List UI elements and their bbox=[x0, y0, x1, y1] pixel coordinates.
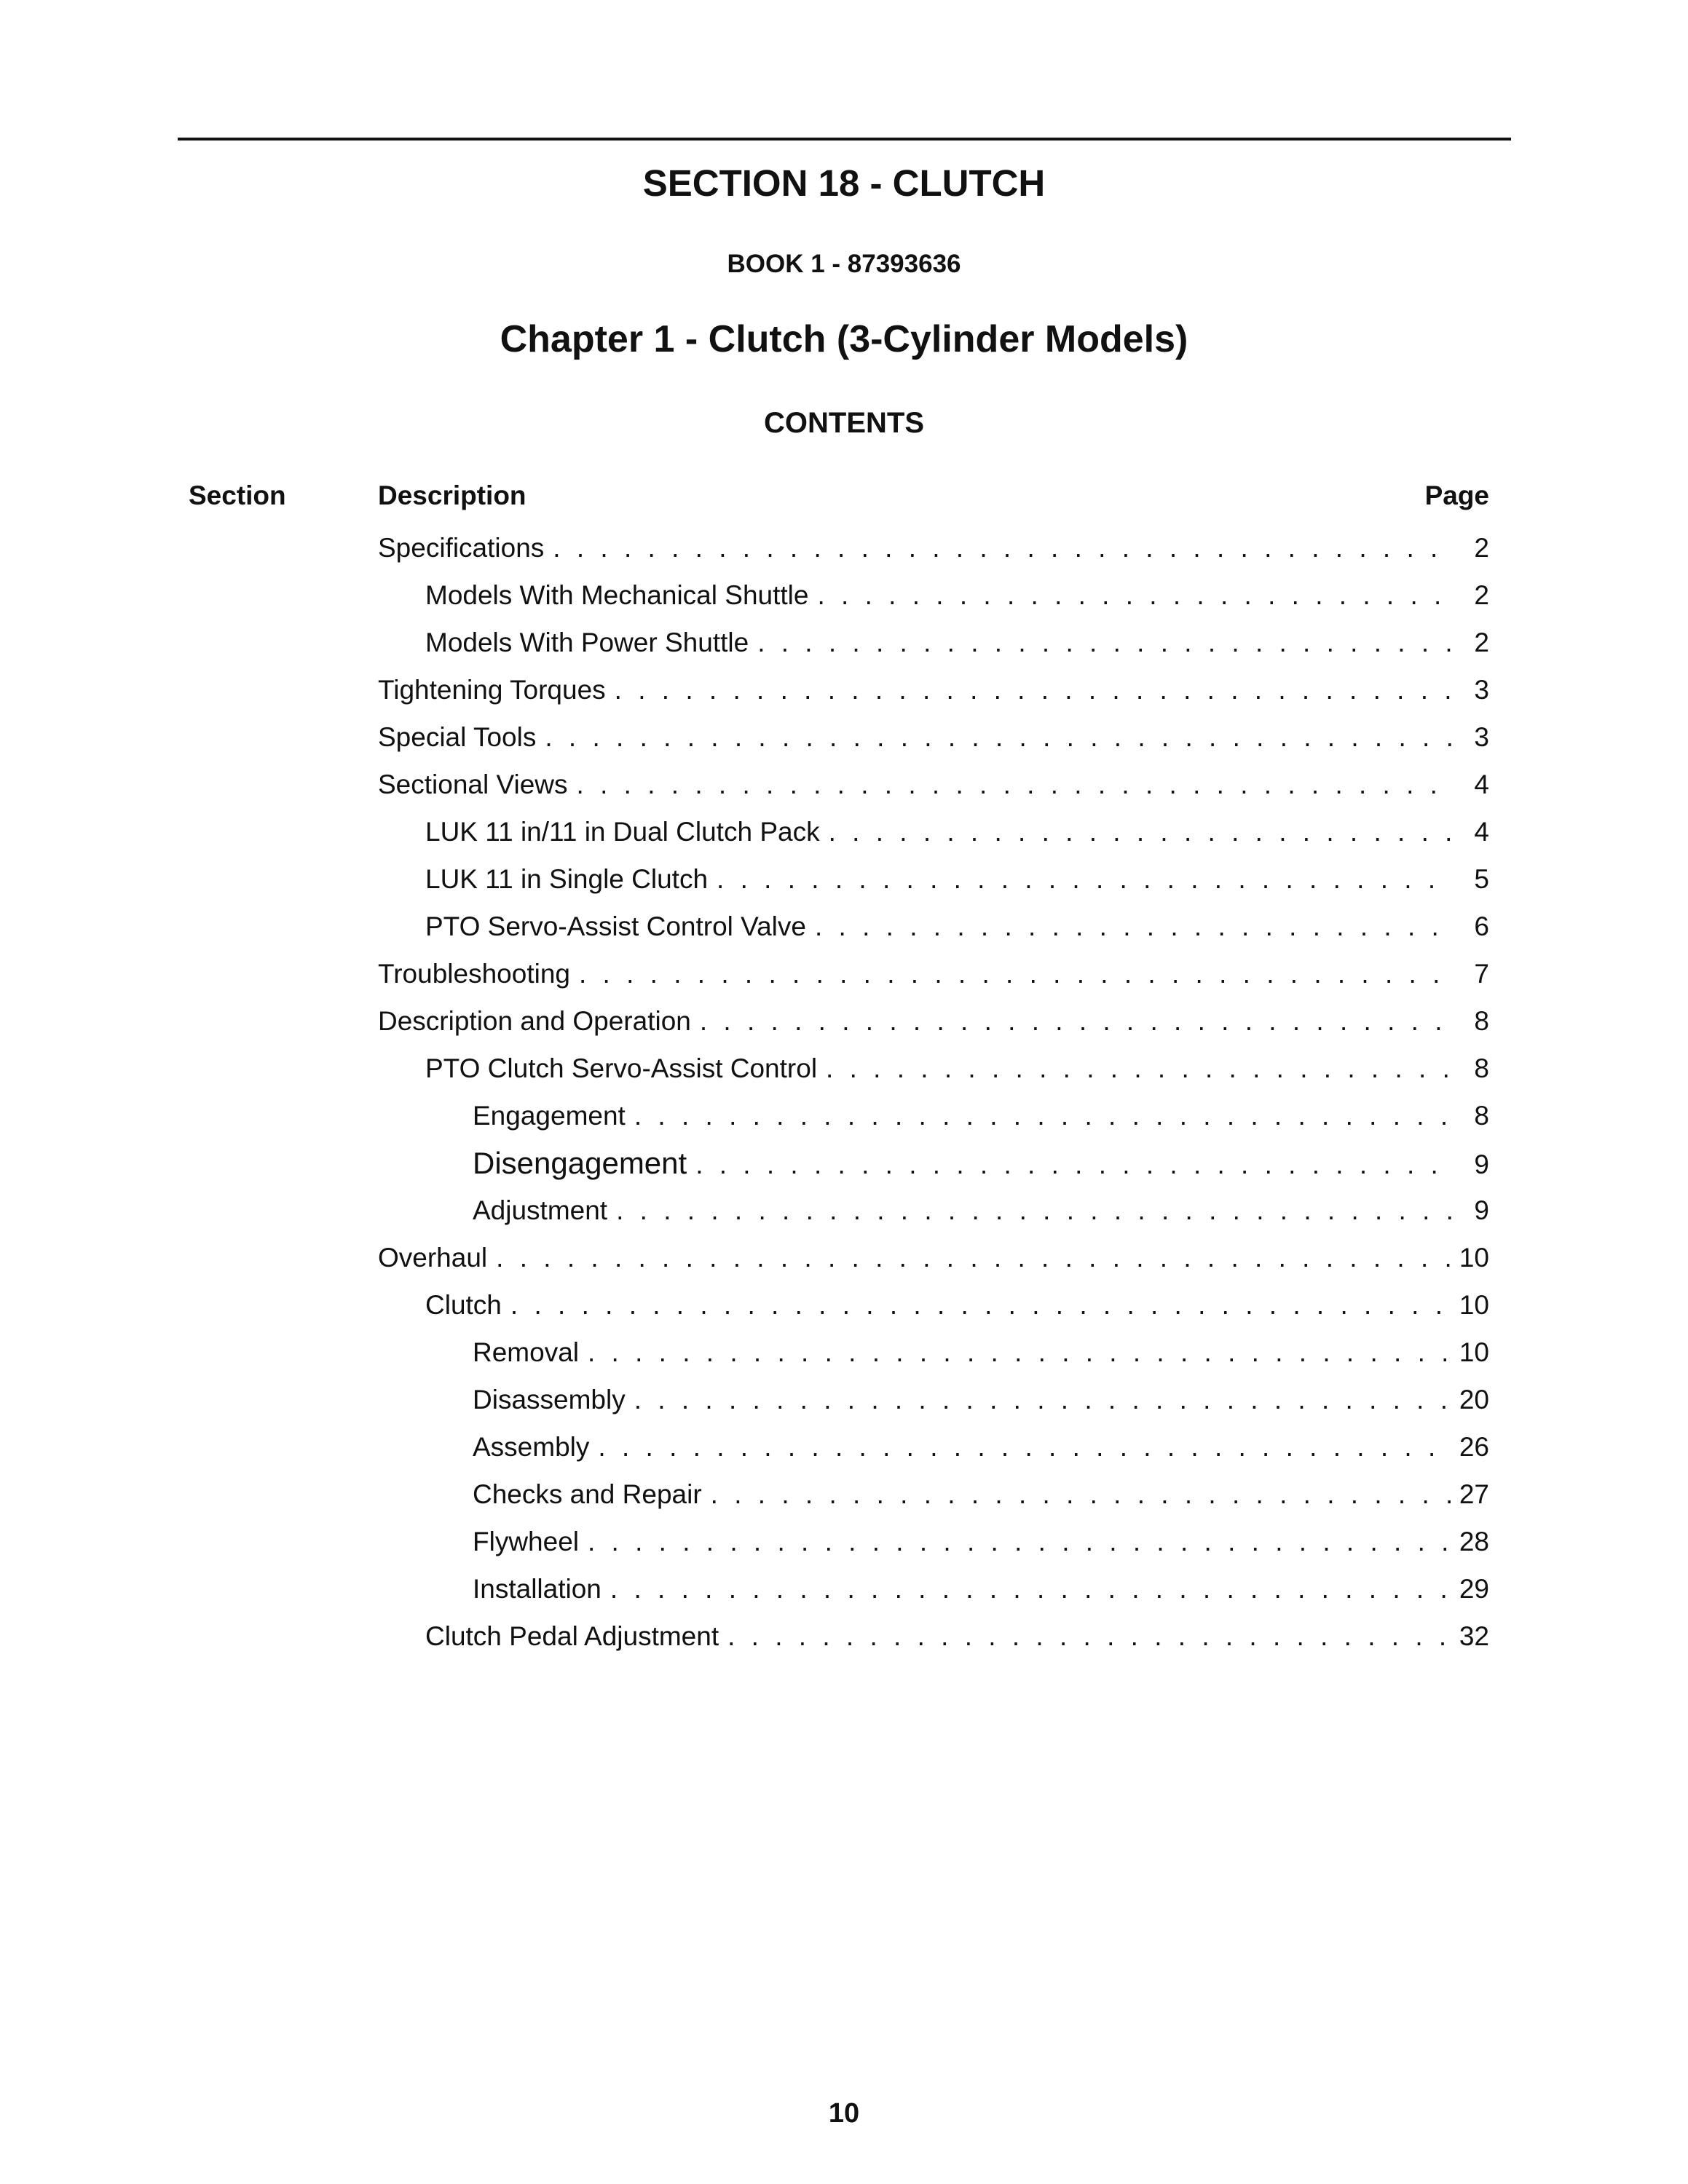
toc-dot-leader bbox=[588, 1329, 1451, 1376]
toc-entry-label: Assembly bbox=[473, 1432, 590, 1462]
toc-entry-page: 4 bbox=[1474, 769, 1489, 799]
toc-entry-label: Models With Mechanical Shuttle bbox=[425, 580, 809, 610]
toc-entry-page: 26 bbox=[1459, 1432, 1489, 1462]
page-number: 10 bbox=[828, 2098, 860, 2129]
toc-entry-label: Clutch bbox=[425, 1290, 502, 1320]
toc-entry-page: 7 bbox=[1474, 959, 1489, 989]
toc-dot-leader bbox=[577, 761, 1451, 808]
toc-dot-leader bbox=[717, 855, 1451, 903]
column-header-page: Page bbox=[1424, 480, 1489, 510]
toc-entry[interactable] bbox=[378, 571, 1489, 619]
toc-entry-page: 8 bbox=[1474, 1006, 1489, 1036]
top-rule bbox=[178, 138, 1511, 141]
toc-entry-page: 20 bbox=[1459, 1385, 1489, 1415]
toc-entry[interactable] bbox=[378, 1423, 1489, 1471]
toc-dot-leader bbox=[579, 950, 1451, 997]
toc-dot-leader bbox=[757, 619, 1451, 666]
toc-entry-page: 2 bbox=[1474, 628, 1489, 657]
toc-entry-page: 28 bbox=[1459, 1527, 1489, 1556]
toc-entry-label: Troubleshooting bbox=[378, 959, 570, 989]
toc-entry[interactable] bbox=[378, 1139, 1489, 1187]
toc-entry-label: Disassembly bbox=[473, 1385, 626, 1415]
toc-entry[interactable] bbox=[378, 666, 1489, 713]
chapter-title: Chapter 1 - Clutch (3-Cylinder Models) bbox=[500, 318, 1188, 360]
toc-dot-leader bbox=[826, 1045, 1451, 1092]
toc-entry-page: 8 bbox=[1474, 1101, 1489, 1131]
toc-entry-page: 6 bbox=[1474, 911, 1489, 941]
toc-entry-label: Overhaul bbox=[378, 1243, 488, 1273]
toc-entry-label: Adjustment bbox=[473, 1195, 608, 1225]
toc-entry-label: Clutch Pedal Adjustment bbox=[425, 1621, 719, 1651]
toc-entry-label: Sectional Views bbox=[378, 769, 568, 799]
toc-dot-leader bbox=[815, 903, 1451, 950]
toc-dot-leader bbox=[634, 1092, 1451, 1139]
toc-entry-page: 2 bbox=[1474, 533, 1489, 563]
toc-dot-leader bbox=[588, 1518, 1451, 1565]
toc-entry-page: 8 bbox=[1474, 1053, 1489, 1083]
toc-entry[interactable] bbox=[378, 1376, 1489, 1423]
toc-dot-leader bbox=[727, 1613, 1451, 1660]
toc-entry[interactable] bbox=[378, 1092, 1489, 1139]
book-number: BOOK 1 - 87393636 bbox=[727, 250, 961, 278]
toc-entry[interactable] bbox=[378, 1471, 1489, 1518]
toc-entry-label: LUK 11 in Single Clutch bbox=[425, 864, 709, 894]
toc-entry-label: Models With Power Shuttle bbox=[425, 628, 749, 657]
toc-dot-leader bbox=[545, 713, 1451, 761]
toc-entry[interactable] bbox=[378, 1329, 1489, 1376]
toc-entry-page: 9 bbox=[1474, 1195, 1489, 1225]
toc-dot-leader bbox=[700, 997, 1451, 1045]
toc-entry[interactable] bbox=[378, 761, 1489, 808]
toc-entry[interactable] bbox=[378, 524, 1489, 571]
toc-entry-page: 10 bbox=[1459, 1243, 1489, 1273]
toc-dot-leader bbox=[510, 1281, 1451, 1329]
toc-entry-page: 27 bbox=[1459, 1479, 1489, 1509]
toc-entry[interactable] bbox=[378, 950, 1489, 997]
toc-entry[interactable] bbox=[378, 713, 1489, 761]
toc-entry-label: Engagement bbox=[473, 1101, 626, 1131]
column-header-description: Description bbox=[378, 480, 526, 510]
toc-entry-page: 32 bbox=[1459, 1621, 1489, 1651]
toc-entry-label: Specifications bbox=[378, 533, 545, 563]
toc-entry[interactable] bbox=[378, 1565, 1489, 1613]
toc-entry-label: LUK 11 in/11 in Dual Clutch Pack bbox=[425, 817, 820, 847]
toc-dot-leader bbox=[598, 1423, 1451, 1471]
toc-dot-leader bbox=[695, 1141, 1451, 1188]
toc-entry-label: Disengagement bbox=[473, 1146, 687, 1180]
toc-entry-page: 4 bbox=[1474, 817, 1489, 847]
toc-dot-leader bbox=[829, 808, 1451, 855]
toc-dot-leader bbox=[496, 1234, 1451, 1281]
toc-dot-leader bbox=[634, 1376, 1451, 1423]
toc-entry[interactable] bbox=[378, 1187, 1489, 1234]
toc-dot-leader bbox=[615, 666, 1451, 713]
toc-entry-label: PTO Servo-Assist Control Valve bbox=[425, 911, 806, 941]
toc-entry-page: 9 bbox=[1474, 1150, 1489, 1179]
toc-entry-label: Description and Operation bbox=[378, 1006, 691, 1036]
toc-entry[interactable] bbox=[378, 1281, 1489, 1329]
toc-entry-page: 2 bbox=[1474, 580, 1489, 610]
toc-entry[interactable] bbox=[378, 808, 1489, 855]
section-title: SECTION 18 - CLUTCH bbox=[642, 162, 1046, 204]
toc-entry[interactable] bbox=[378, 1234, 1489, 1281]
toc-dot-leader bbox=[711, 1471, 1451, 1518]
toc-entry[interactable] bbox=[378, 619, 1489, 666]
toc-entry-label: PTO Clutch Servo-Assist Control bbox=[425, 1053, 818, 1083]
toc-dot-leader bbox=[817, 571, 1451, 619]
toc-entry-page: 29 bbox=[1459, 1574, 1489, 1604]
toc-dot-leader bbox=[610, 1565, 1451, 1613]
toc-entry-label: Special Tools bbox=[378, 722, 537, 752]
toc-dot-leader bbox=[553, 524, 1451, 571]
column-header-section: Section bbox=[189, 480, 286, 510]
toc-entry[interactable] bbox=[378, 855, 1489, 903]
toc-entry-page: 3 bbox=[1474, 675, 1489, 705]
toc-dot-leader bbox=[616, 1187, 1451, 1234]
toc-entry-label: Removal bbox=[473, 1337, 579, 1367]
toc-entry-label: Flywheel bbox=[473, 1527, 579, 1556]
toc-entry[interactable] bbox=[378, 1045, 1489, 1092]
toc-entry-label: Checks and Repair bbox=[473, 1479, 702, 1509]
toc-entry-label: Installation bbox=[473, 1574, 602, 1604]
toc-entry-label: Tightening Torques bbox=[378, 675, 606, 705]
table-of-contents bbox=[378, 524, 1489, 1660]
toc-entry-page: 5 bbox=[1474, 864, 1489, 894]
toc-entry-page: 10 bbox=[1459, 1337, 1489, 1367]
toc-entry-page: 3 bbox=[1474, 722, 1489, 752]
toc-entry[interactable] bbox=[378, 997, 1489, 1045]
toc-entry[interactable] bbox=[378, 903, 1489, 950]
toc-entry[interactable] bbox=[378, 1518, 1489, 1565]
toc-entry[interactable] bbox=[378, 1613, 1489, 1660]
toc-entry-page: 10 bbox=[1459, 1290, 1489, 1320]
contents-heading: CONTENTS bbox=[764, 407, 924, 439]
